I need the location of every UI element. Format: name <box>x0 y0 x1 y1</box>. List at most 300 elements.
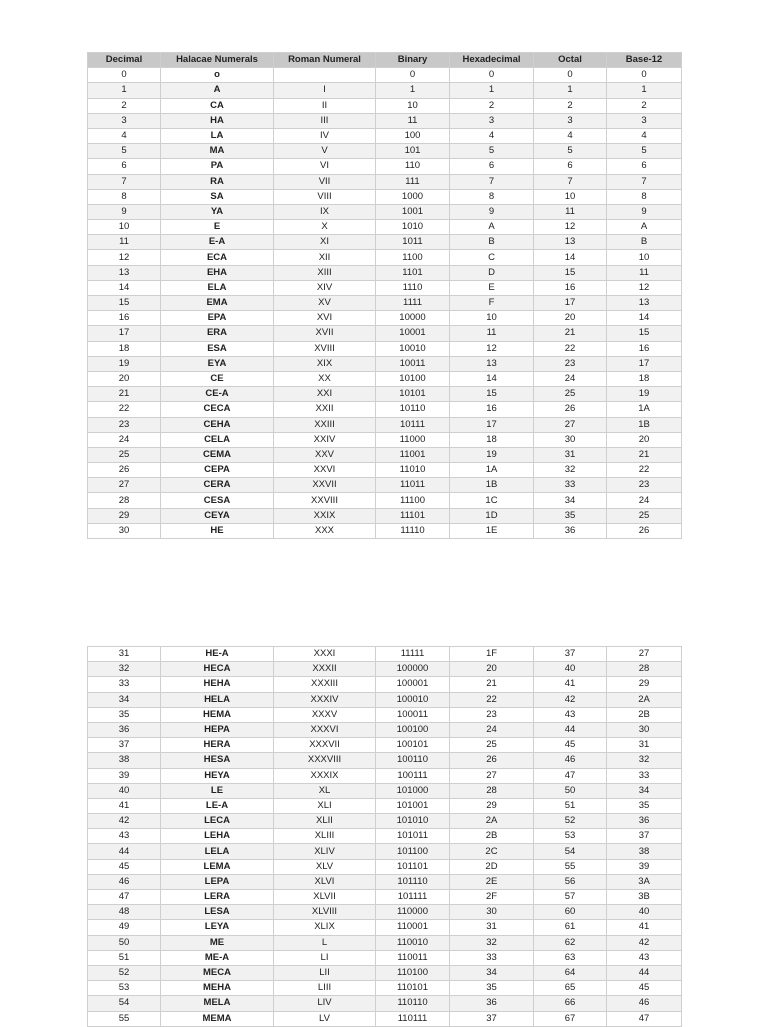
cell-roman: XXIV <box>274 432 376 447</box>
cell-halacae: CECA <box>161 402 274 417</box>
cell-binary: 101100 <box>376 844 450 859</box>
cell-roman: I <box>274 83 376 98</box>
cell-decimal: 5 <box>88 144 161 159</box>
cell-base-12: 13 <box>607 296 682 311</box>
table-row <box>88 144 682 159</box>
cell-halacae: HESA <box>161 753 274 768</box>
cell-base-12: 22 <box>607 463 682 478</box>
cell-base-12: A <box>607 220 682 235</box>
cell-base-12: 25 <box>607 508 682 523</box>
cell-base-12: 12 <box>607 280 682 295</box>
cell-hexadecimal: D <box>450 265 534 280</box>
cell-decimal: 44 <box>88 844 161 859</box>
cell-decimal: 32 <box>88 662 161 677</box>
cell-binary: 101101 <box>376 859 450 874</box>
cell-octal: 2 <box>534 98 607 113</box>
cell-base-12: 45 <box>607 981 682 996</box>
cell-hexadecimal: 20 <box>450 662 534 677</box>
cell-octal: 27 <box>534 417 607 432</box>
cell-octal: 22 <box>534 341 607 356</box>
cell-decimal: 22 <box>88 402 161 417</box>
cell-octal: 37 <box>534 647 607 662</box>
cell-roman: XVII <box>274 326 376 341</box>
cell-base-12: 8 <box>607 189 682 204</box>
cell-base-12: 18 <box>607 371 682 386</box>
cell-octal: 30 <box>534 432 607 447</box>
cell-hexadecimal: 19 <box>450 447 534 462</box>
cell-decimal: 51 <box>88 950 161 965</box>
cell-hexadecimal: 9 <box>450 204 534 219</box>
cell-decimal: 10 <box>88 220 161 235</box>
cell-hexadecimal: 0 <box>450 68 534 83</box>
cell-hexadecimal: 1B <box>450 478 534 493</box>
cell-base-12: 21 <box>607 447 682 462</box>
cell-hexadecimal: 1A <box>450 463 534 478</box>
cell-halacae: EYA <box>161 356 274 371</box>
cell-roman: X <box>274 220 376 235</box>
cell-binary: 100111 <box>376 768 450 783</box>
cell-binary: 10111 <box>376 417 450 432</box>
cell-hexadecimal: 13 <box>450 356 534 371</box>
cell-binary: 0 <box>376 68 450 83</box>
cell-halacae: MELA <box>161 996 274 1011</box>
cell-decimal: 50 <box>88 935 161 950</box>
cell-octal: 62 <box>534 935 607 950</box>
cell-roman: III <box>274 113 376 128</box>
cell-halacae: MA <box>161 144 274 159</box>
table-row <box>88 68 682 83</box>
cell-roman: V <box>274 144 376 159</box>
cell-decimal: 9 <box>88 204 161 219</box>
cell-octal: 12 <box>534 220 607 235</box>
cell-hexadecimal: 1C <box>450 493 534 508</box>
table-row <box>88 707 682 722</box>
table-row <box>88 798 682 813</box>
cell-base-12: 5 <box>607 144 682 159</box>
cell-octal: 42 <box>534 692 607 707</box>
cell-roman: L <box>274 935 376 950</box>
cell-decimal: 52 <box>88 965 161 980</box>
cell-hexadecimal: 26 <box>450 753 534 768</box>
cell-octal: 31 <box>534 447 607 462</box>
cell-decimal: 20 <box>88 371 161 386</box>
cell-octal: 65 <box>534 981 607 996</box>
cell-halacae: EMA <box>161 296 274 311</box>
cell-roman: XXXV <box>274 707 376 722</box>
cell-hexadecimal: 37 <box>450 1011 534 1026</box>
cell-base-12: 17 <box>607 356 682 371</box>
cell-base-12: 32 <box>607 753 682 768</box>
cell-base-12: 35 <box>607 798 682 813</box>
cell-hexadecimal: 23 <box>450 707 534 722</box>
cell-hexadecimal: 25 <box>450 738 534 753</box>
cell-hexadecimal: 6 <box>450 159 534 174</box>
cell-base-12: 39 <box>607 859 682 874</box>
cell-hexadecimal: 14 <box>450 371 534 386</box>
cell-decimal: 33 <box>88 677 161 692</box>
cell-halacae: E <box>161 220 274 235</box>
cell-hexadecimal: 30 <box>450 905 534 920</box>
cell-hexadecimal: 34 <box>450 965 534 980</box>
cell-binary: 1 <box>376 83 450 98</box>
table-row <box>88 890 682 905</box>
cell-binary: 110 <box>376 159 450 174</box>
cell-binary: 11111 <box>376 647 450 662</box>
cell-halacae: LEPA <box>161 874 274 889</box>
cell-halacae: LESA <box>161 905 274 920</box>
table-row <box>88 265 682 280</box>
cell-octal: 13 <box>534 235 607 250</box>
cell-decimal: 16 <box>88 311 161 326</box>
cell-base-12: 1 <box>607 83 682 98</box>
cell-halacae: CA <box>161 98 274 113</box>
cell-octal: 6 <box>534 159 607 174</box>
cell-hexadecimal: 29 <box>450 798 534 813</box>
cell-decimal: 49 <box>88 920 161 935</box>
table-row <box>88 814 682 829</box>
cell-binary: 101110 <box>376 874 450 889</box>
cell-hexadecimal: 33 <box>450 950 534 965</box>
cell-halacae: EHA <box>161 265 274 280</box>
cell-base-12: B <box>607 235 682 250</box>
cell-octal: 24 <box>534 371 607 386</box>
table-row <box>88 189 682 204</box>
cell-decimal: 18 <box>88 341 161 356</box>
table-row <box>88 662 682 677</box>
cell-decimal: 13 <box>88 265 161 280</box>
cell-base-12: 46 <box>607 996 682 1011</box>
cell-roman: XLIX <box>274 920 376 935</box>
cell-halacae: LE <box>161 783 274 798</box>
table-row <box>88 128 682 143</box>
cell-binary: 11001 <box>376 447 450 462</box>
cell-roman: VI <box>274 159 376 174</box>
cell-hexadecimal: 22 <box>450 692 534 707</box>
cell-base-12: 42 <box>607 935 682 950</box>
cell-hexadecimal: 1 <box>450 83 534 98</box>
cell-binary: 101111 <box>376 890 450 905</box>
cell-base-12: 20 <box>607 432 682 447</box>
header-roman-numeral: Roman Numeral <box>274 53 376 68</box>
table-row <box>88 965 682 980</box>
cell-decimal: 11 <box>88 235 161 250</box>
cell-binary: 101001 <box>376 798 450 813</box>
cell-base-12: 0 <box>607 68 682 83</box>
cell-binary: 10100 <box>376 371 450 386</box>
cell-roman: LII <box>274 965 376 980</box>
cell-halacae: ERA <box>161 326 274 341</box>
cell-octal: 15 <box>534 265 607 280</box>
cell-decimal: 30 <box>88 523 161 538</box>
table-row <box>88 768 682 783</box>
cell-halacae: A <box>161 83 274 98</box>
cell-octal: 46 <box>534 753 607 768</box>
cell-roman: XIV <box>274 280 376 295</box>
cell-binary: 100000 <box>376 662 450 677</box>
cell-base-12: 36 <box>607 814 682 829</box>
table-row <box>88 371 682 386</box>
cell-decimal: 1 <box>88 83 161 98</box>
cell-decimal: 39 <box>88 768 161 783</box>
cell-octal: 63 <box>534 950 607 965</box>
cell-decimal: 24 <box>88 432 161 447</box>
cell-halacae: ECA <box>161 250 274 265</box>
cell-base-12: 27 <box>607 647 682 662</box>
cell-hexadecimal: 1E <box>450 523 534 538</box>
cell-decimal: 37 <box>88 738 161 753</box>
cell-halacae: LERA <box>161 890 274 905</box>
cell-halacae: o <box>161 68 274 83</box>
cell-halacae: E-A <box>161 235 274 250</box>
cell-binary: 10010 <box>376 341 450 356</box>
header-halacae-numerals: Halacae Numerals <box>161 53 274 68</box>
cell-decimal: 34 <box>88 692 161 707</box>
cell-binary: 100011 <box>376 707 450 722</box>
cell-halacae: EPA <box>161 311 274 326</box>
cell-binary: 100 <box>376 128 450 143</box>
cell-hexadecimal: 31 <box>450 920 534 935</box>
table-row <box>88 996 682 1011</box>
cell-octal: 5 <box>534 144 607 159</box>
cell-binary: 101011 <box>376 829 450 844</box>
cell-octal: 14 <box>534 250 607 265</box>
cell-roman: XIX <box>274 356 376 371</box>
cell-decimal: 42 <box>88 814 161 829</box>
cell-octal: 67 <box>534 1011 607 1026</box>
cell-decimal: 0 <box>88 68 161 83</box>
cell-decimal: 40 <box>88 783 161 798</box>
cell-roman: XL <box>274 783 376 798</box>
cell-base-12: 24 <box>607 493 682 508</box>
cell-halacae: ELA <box>161 280 274 295</box>
cell-hexadecimal: 2E <box>450 874 534 889</box>
cell-binary: 110100 <box>376 965 450 980</box>
cell-hexadecimal: 4 <box>450 128 534 143</box>
table-row <box>88 692 682 707</box>
cell-base-12: 6 <box>607 159 682 174</box>
cell-roman: XLV <box>274 859 376 874</box>
cell-decimal: 43 <box>88 829 161 844</box>
cell-hexadecimal: 1D <box>450 508 534 523</box>
table-row <box>88 905 682 920</box>
cell-base-12: 1B <box>607 417 682 432</box>
cell-decimal: 35 <box>88 707 161 722</box>
cell-roman: XII <box>274 250 376 265</box>
cell-hexadecimal: 21 <box>450 677 534 692</box>
cell-halacae: PA <box>161 159 274 174</box>
cell-decimal: 8 <box>88 189 161 204</box>
cell-decimal: 25 <box>88 447 161 462</box>
table-row <box>88 874 682 889</box>
cell-roman: XXVII <box>274 478 376 493</box>
cell-halacae: LEMA <box>161 859 274 874</box>
cell-roman: LIII <box>274 981 376 996</box>
cell-roman: XLIV <box>274 844 376 859</box>
cell-decimal: 55 <box>88 1011 161 1026</box>
cell-halacae: MEHA <box>161 981 274 996</box>
cell-hexadecimal: F <box>450 296 534 311</box>
cell-hexadecimal: 2F <box>450 890 534 905</box>
cell-binary: 110101 <box>376 981 450 996</box>
cell-octal: 4 <box>534 128 607 143</box>
table-row <box>88 417 682 432</box>
table-row <box>88 783 682 798</box>
cell-binary: 1001 <box>376 204 450 219</box>
numeral-table-bottom <box>87 646 682 1027</box>
cell-base-12: 9 <box>607 204 682 219</box>
cell-hexadecimal: 24 <box>450 722 534 737</box>
cell-octal: 66 <box>534 996 607 1011</box>
table-row <box>88 935 682 950</box>
cell-halacae: HEHA <box>161 677 274 692</box>
table-row <box>88 235 682 250</box>
cell-binary: 1111 <box>376 296 450 311</box>
cell-roman: XLVI <box>274 874 376 889</box>
cell-halacae: HEYA <box>161 768 274 783</box>
cell-binary: 110001 <box>376 920 450 935</box>
cell-hexadecimal: 1F <box>450 647 534 662</box>
cell-halacae: ME <box>161 935 274 950</box>
cell-octal: 61 <box>534 920 607 935</box>
cell-decimal: 19 <box>88 356 161 371</box>
cell-halacae: CELA <box>161 432 274 447</box>
cell-octal: 32 <box>534 463 607 478</box>
cell-base-12: 14 <box>607 311 682 326</box>
cell-octal: 44 <box>534 722 607 737</box>
cell-hexadecimal: E <box>450 280 534 295</box>
cell-roman: XV <box>274 296 376 311</box>
numeral-table-top <box>87 52 682 539</box>
cell-halacae: HE-A <box>161 647 274 662</box>
table-row <box>88 844 682 859</box>
table-row <box>88 447 682 462</box>
cell-roman: LV <box>274 1011 376 1026</box>
table-row <box>88 204 682 219</box>
table-row <box>88 677 682 692</box>
cell-roman: XLII <box>274 814 376 829</box>
cell-base-12: 47 <box>607 1011 682 1026</box>
cell-octal: 64 <box>534 965 607 980</box>
cell-halacae: HE <box>161 523 274 538</box>
cell-octal: 50 <box>534 783 607 798</box>
table-row <box>88 326 682 341</box>
cell-roman: XXXVIII <box>274 753 376 768</box>
cell-hexadecimal: 35 <box>450 981 534 996</box>
cell-decimal: 17 <box>88 326 161 341</box>
cell-decimal: 4 <box>88 128 161 143</box>
cell-binary: 100010 <box>376 692 450 707</box>
cell-base-12: 11 <box>607 265 682 280</box>
cell-hexadecimal: 18 <box>450 432 534 447</box>
cell-hexadecimal: 28 <box>450 783 534 798</box>
cell-halacae: CEMA <box>161 447 274 462</box>
cell-roman: LIV <box>274 996 376 1011</box>
cell-halacae: LEHA <box>161 829 274 844</box>
table-row <box>88 280 682 295</box>
cell-roman: XXXIV <box>274 692 376 707</box>
cell-binary: 10101 <box>376 387 450 402</box>
cell-hexadecimal: A <box>450 220 534 235</box>
cell-binary: 101010 <box>376 814 450 829</box>
cell-roman: VIII <box>274 189 376 204</box>
table-row <box>88 98 682 113</box>
cell-hexadecimal: 2C <box>450 844 534 859</box>
cell-base-12: 33 <box>607 768 682 783</box>
cell-hexadecimal: 32 <box>450 935 534 950</box>
cell-decimal: 12 <box>88 250 161 265</box>
cell-halacae: YA <box>161 204 274 219</box>
cell-octal: 41 <box>534 677 607 692</box>
table-row <box>88 432 682 447</box>
cell-halacae: HEMA <box>161 707 274 722</box>
table-row <box>88 523 682 538</box>
cell-binary: 11101 <box>376 508 450 523</box>
cell-roman: XIII <box>274 265 376 280</box>
cell-roman <box>274 68 376 83</box>
cell-base-12: 38 <box>607 844 682 859</box>
cell-decimal: 48 <box>88 905 161 920</box>
cell-hexadecimal: 16 <box>450 402 534 417</box>
cell-binary: 110111 <box>376 1011 450 1026</box>
table-row <box>88 753 682 768</box>
cell-halacae: LA <box>161 128 274 143</box>
cell-hexadecimal: 36 <box>450 996 534 1011</box>
table-row <box>88 83 682 98</box>
cell-roman: IV <box>274 128 376 143</box>
cell-binary: 110010 <box>376 935 450 950</box>
cell-base-12: 37 <box>607 829 682 844</box>
cell-hexadecimal: 15 <box>450 387 534 402</box>
cell-binary: 100101 <box>376 738 450 753</box>
cell-base-12: 15 <box>607 326 682 341</box>
cell-halacae: CE <box>161 371 274 386</box>
table-row <box>88 402 682 417</box>
cell-base-12: 7 <box>607 174 682 189</box>
cell-octal: 55 <box>534 859 607 874</box>
header-binary: Binary <box>376 53 450 68</box>
cell-decimal: 23 <box>88 417 161 432</box>
cell-halacae: LE-A <box>161 798 274 813</box>
cell-hexadecimal: 11 <box>450 326 534 341</box>
cell-octal: 7 <box>534 174 607 189</box>
cell-decimal: 38 <box>88 753 161 768</box>
cell-hexadecimal: 7 <box>450 174 534 189</box>
cell-binary: 10011 <box>376 356 450 371</box>
cell-decimal: 21 <box>88 387 161 402</box>
cell-halacae: SA <box>161 189 274 204</box>
cell-roman: XXV <box>274 447 376 462</box>
cell-hexadecimal: B <box>450 235 534 250</box>
cell-halacae: MECA <box>161 965 274 980</box>
cell-decimal: 14 <box>88 280 161 295</box>
header-octal: Octal <box>534 53 607 68</box>
table-row <box>88 493 682 508</box>
table-row <box>88 387 682 402</box>
cell-halacae: HECA <box>161 662 274 677</box>
cell-binary: 11010 <box>376 463 450 478</box>
cell-binary: 111 <box>376 174 450 189</box>
cell-hexadecimal: 12 <box>450 341 534 356</box>
cell-binary: 11 <box>376 113 450 128</box>
cell-octal: 0 <box>534 68 607 83</box>
cell-roman: XXXVI <box>274 722 376 737</box>
cell-halacae: ESA <box>161 341 274 356</box>
table-row <box>88 920 682 935</box>
cell-octal: 25 <box>534 387 607 402</box>
cell-binary: 110110 <box>376 996 450 1011</box>
cell-halacae: LEYA <box>161 920 274 935</box>
cell-binary: 11110 <box>376 523 450 538</box>
